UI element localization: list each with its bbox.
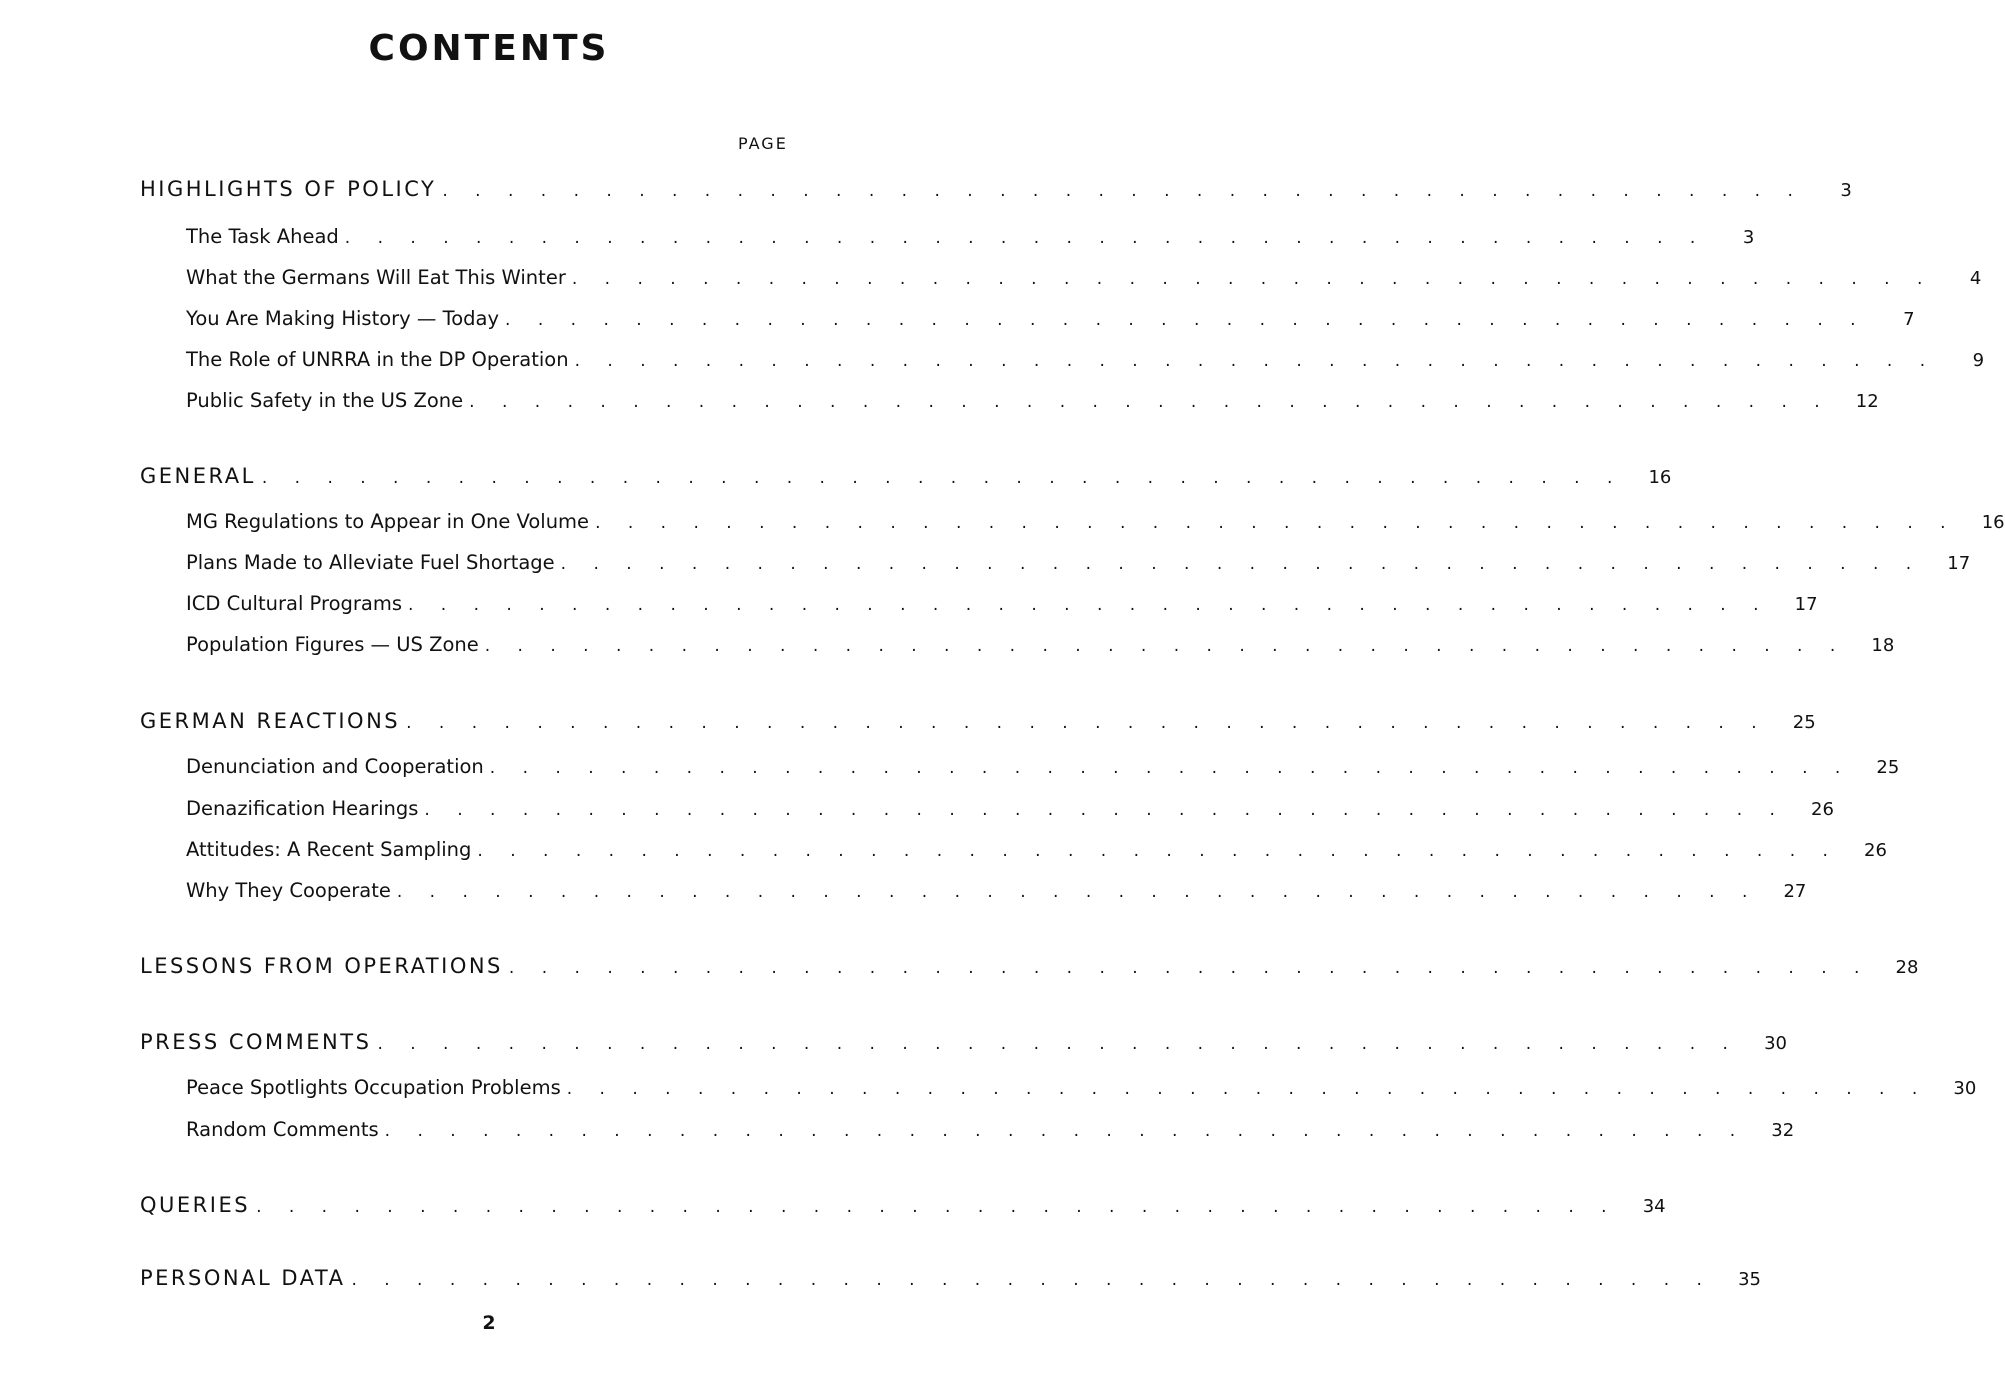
toc-section-personal-data[interactable] (140, 1263, 1761, 1293)
toc-page-number: 16 (1648, 467, 1672, 488)
dot-leader: . . . . . . . . . . . . . . . . . . . . . . . . . . . . . . . . . . . . . . . . . . (424, 800, 1786, 820)
toc-entry[interactable] (186, 835, 1887, 865)
toc-entry-label: The Task Ahead (186, 225, 339, 248)
toc-section-label: GENERAL (140, 464, 256, 488)
toc-page-number: 28 (1895, 957, 1919, 978)
toc-page-number: 17 (1947, 553, 1971, 574)
dot-leader: . . . . . . . . . . . . . . . . . . . . . . . . . . . . . . . . . . . . . . . . . . (595, 513, 1957, 533)
toc-entry-label: Public Safety in the US Zone (186, 389, 464, 412)
page-title: CONTENTS (368, 28, 610, 69)
toc-section-label: QUERIES (140, 1193, 251, 1217)
toc-entry-label: Random Comments (186, 1118, 379, 1141)
toc-section-press-comments[interactable] (140, 1027, 1787, 1057)
dot-leader: . . . . . . . . . . . . . . . . . . . . . . . . . . . . . . . . . . . . . . . . . . (261, 468, 1624, 488)
toc-page-number: 18 (1871, 635, 1895, 656)
toc-entry[interactable] (186, 1115, 1795, 1145)
toc-entry-label: What the Germans Will Eat This Winter (186, 266, 566, 289)
toc-section-label: LESSONS FROM OPERATIONS (140, 954, 503, 978)
toc-page-number: 25 (1876, 757, 1900, 778)
toc-entry[interactable] (186, 304, 1915, 334)
toc-section-queries[interactable] (140, 1190, 1666, 1220)
page-number: 2 (482, 1312, 496, 1334)
toc-section-label: GERMAN REACTIONS (140, 709, 401, 733)
toc-entry-label: MG Regulations to Appear in One Volume (186, 510, 590, 533)
dot-leader: . . . . . . . . . . . . . . . . . . . . . . . . . . . . . . . . . . . . . . . . . . (351, 1270, 1713, 1290)
toc-page-number: 27 (1783, 881, 1807, 902)
toc-entry-label: Plans Made to Alleviate Fuel Shortage (186, 551, 555, 574)
dot-leader: . . . . . . . . . . . . . . . . . . . . . . . . . . . . . . . . . . . . . . . . . . (560, 554, 1923, 574)
toc-section-highlights-of-policy[interactable] (140, 174, 1852, 204)
toc-section-label: PRESS COMMENTS (140, 1030, 372, 1054)
toc-page-number: 26 (1811, 799, 1834, 820)
toc-page-number: 7 (1903, 309, 1915, 330)
dot-leader: . . . . . . . . . . . . . . . . . . . . . . . . . . . . . . . . . . . . . . . . . . (442, 181, 1804, 201)
toc-section-general[interactable] (140, 461, 1672, 491)
toc-entry-label: Why They Cooperate (186, 879, 391, 902)
toc-entry[interactable] (186, 589, 1818, 619)
toc-entry[interactable] (186, 630, 1895, 660)
toc-entry-label: You Are Making History — Today (186, 307, 500, 330)
toc-page-number: 3 (1742, 227, 1755, 248)
toc-entry[interactable] (186, 548, 1971, 578)
dot-leader: . . . . . . . . . . . . . . . . . . . . . . . . . . . . . . . . . . . . . . . . . . (484, 636, 1847, 656)
toc-page-number: 9 (1972, 350, 1985, 371)
dot-leader: . . . . . . . . . . . . . . . . . . . . . . . . . . . . . . . . . . . . . . . . . . (508, 958, 1871, 978)
toc-page-number: 17 (1794, 594, 1818, 615)
toc-entry-label: Peace Spotlights Occupation Problems (186, 1076, 561, 1099)
dot-leader: . . . . . . . . . . . . . . . . . . . . . . . . . . . . . . . . . . . . . . . . . . (396, 882, 1759, 902)
toc-entry[interactable] (186, 752, 1900, 782)
dot-leader: . . . . . . . . . . . . . . . . . . . . . . . . . . . . . . . . . . . . . . . . . . (489, 758, 1852, 778)
toc-section-label: HIGHLIGHTS OF POLICY (140, 177, 437, 201)
toc-page-number: 16 (1981, 512, 2005, 533)
toc-entry-label: Population Figures — US Zone (186, 633, 479, 656)
toc-page-number: 30 (1953, 1078, 1977, 1099)
toc-page-number: 30 (1764, 1033, 1787, 1054)
toc-entry[interactable] (186, 386, 1879, 416)
toc-page-number: 3 (1840, 180, 1852, 201)
dot-leader: . . . . . . . . . . . . . . . . . . . . . . . . . . . . . . . . . . . . . . . . . . (566, 1079, 1929, 1099)
dot-leader: . . . . . . . . . . . . . . . . . . . . . . . . . . . . . . . . . . . . . . . . . . (344, 228, 1707, 248)
toc-entry-label: ICD Cultural Programs (186, 592, 402, 615)
toc-entry[interactable] (186, 345, 1985, 375)
dot-leader: . . . . . . . . . . . . . . . . . . . . . . . . . . . . . . . . . . . . . . . . . . (469, 392, 1831, 412)
toc-page-number: 34 (1642, 1196, 1666, 1217)
dot-leader: . . . . . . . . . . . . . . . . . . . . . . . . . . . . . . . . . . . . . . . . . . (406, 713, 1768, 733)
dot-leader: . . . . . . . . . . . . . . . . . . . . . . . . . . . . . . . . . . . . . . . . . . (408, 595, 1770, 615)
toc-page-number: 26 (1864, 840, 1887, 861)
toc-section-label: PERSONAL DATA (140, 1266, 346, 1290)
toc-entry[interactable] (186, 794, 1834, 824)
toc-page-number: 32 (1771, 1120, 1795, 1141)
dot-leader: . . . . . . . . . . . . . . . . . . . . . . . . . . . . . . . . . . . . . . . . . . (477, 841, 1839, 861)
toc-entry[interactable] (186, 263, 1982, 293)
dot-leader: . . . . . . . . . . . . . . . . . . . . . . . . . . . . . . . . . . . . . . . . . . (384, 1121, 1747, 1141)
toc-entry-label: Denazification Hearings (186, 797, 419, 820)
toc-entry-label: The Role of UNRRA in the DP Operation (186, 348, 569, 371)
toc-entry[interactable] (186, 1073, 1977, 1103)
dot-leader: . . . . . . . . . . . . . . . . . . . . . . . . . . . . . . . . . . . . . . . . . . (377, 1034, 1739, 1054)
toc-page-number: 4 (1969, 268, 1982, 289)
toc-entry[interactable] (186, 507, 2005, 537)
page-column-header: PAGE (738, 134, 788, 153)
toc-page-number: 25 (1792, 712, 1816, 733)
dot-leader: . . . . . . . . . . . . . . . . . . . . . . . . . . . . . . . . . . . . . . . . . . (505, 310, 1867, 330)
toc-page-number: 12 (1855, 391, 1879, 412)
toc-entry[interactable] (186, 876, 1807, 906)
toc-section-german-reactions[interactable] (140, 706, 1816, 736)
toc-section-lessons-from-operations[interactable] (140, 951, 1919, 981)
dot-leader: . . . . . . . . . . . . . . . . . . . . . . . . . . . . . . . . . . . . . . . . . . (571, 269, 1934, 289)
toc-entry-label: Denunciation and Cooperation (186, 755, 484, 778)
toc-entry[interactable] (186, 222, 1755, 252)
dot-leader: . . . . . . . . . . . . . . . . . . . . . . . . . . . . . . . . . . . . . . . . . . (574, 351, 1937, 371)
toc-page-number: 35 (1738, 1269, 1761, 1290)
toc-entry-label: Attitudes: A Recent Sampling (186, 838, 472, 861)
dot-leader: . . . . . . . . . . . . . . . . . . . . . . . . . . . . . . . . . . . . . . . . . . (256, 1197, 1618, 1217)
